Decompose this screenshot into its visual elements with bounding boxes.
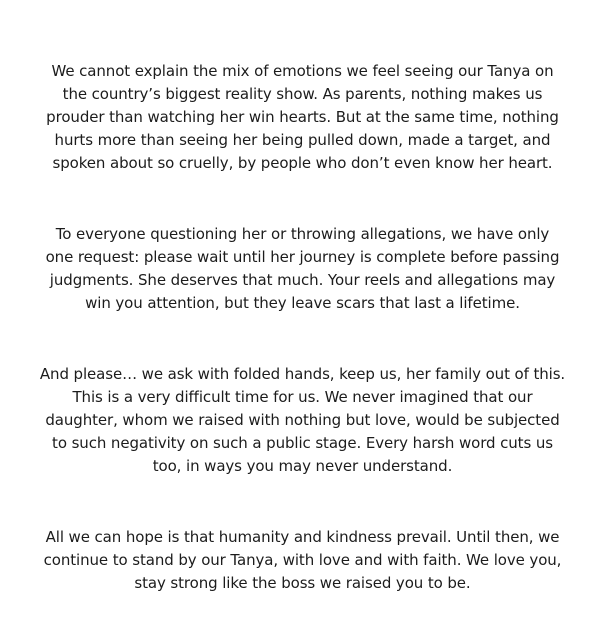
text-line: to such negativity on such a public stage. Every harsh word cuts us (52, 434, 553, 452)
text-line: And please… we ask with folded hands, keep us, her family out of this. (39, 365, 566, 383)
paragraph-3 (18, 363, 587, 478)
paragraph-4 (18, 526, 587, 595)
text-line: daughter, whom we raised with nothing but love, would be subjected (45, 411, 560, 429)
paragraph-2 (18, 223, 587, 315)
text-line: spoken about so cruelly, by people who don’t even know her heart. (52, 154, 553, 172)
text-line: continue to stand by our Tanya, with love and with faith. We love you, (43, 551, 562, 569)
text-line: stay strong like the boss we raised you to be. (134, 574, 471, 592)
text-line: All we can hope is that humanity and kindness prevail. Until then, we (45, 528, 560, 546)
text-line: To everyone questioning her or throwing allegations, we have only (55, 225, 550, 243)
text-line: This is a very difficult time for us. We never imagined that our (72, 388, 533, 406)
text-line: judgments. She deserves that much. Your reels and allegations may (49, 271, 556, 289)
text-line: We cannot explain the mix of emotions we feel seeing our Tanya on (51, 62, 554, 80)
text-line: too, in ways you may never understand. (152, 457, 453, 475)
text-line: the country’s biggest reality show. As parents, nothing makes us (62, 85, 543, 103)
text-line: prouder than watching her win hearts. But at the same time, nothing (46, 108, 559, 126)
paragraph-1 (18, 60, 587, 175)
text-line: one request: please wait until her journey is complete before passing (45, 248, 560, 266)
text-line: win you attention, but they leave scars that last a lifetime. (85, 294, 520, 312)
text-line: hurts more than seeing her being pulled down, made a target, and (54, 131, 551, 149)
